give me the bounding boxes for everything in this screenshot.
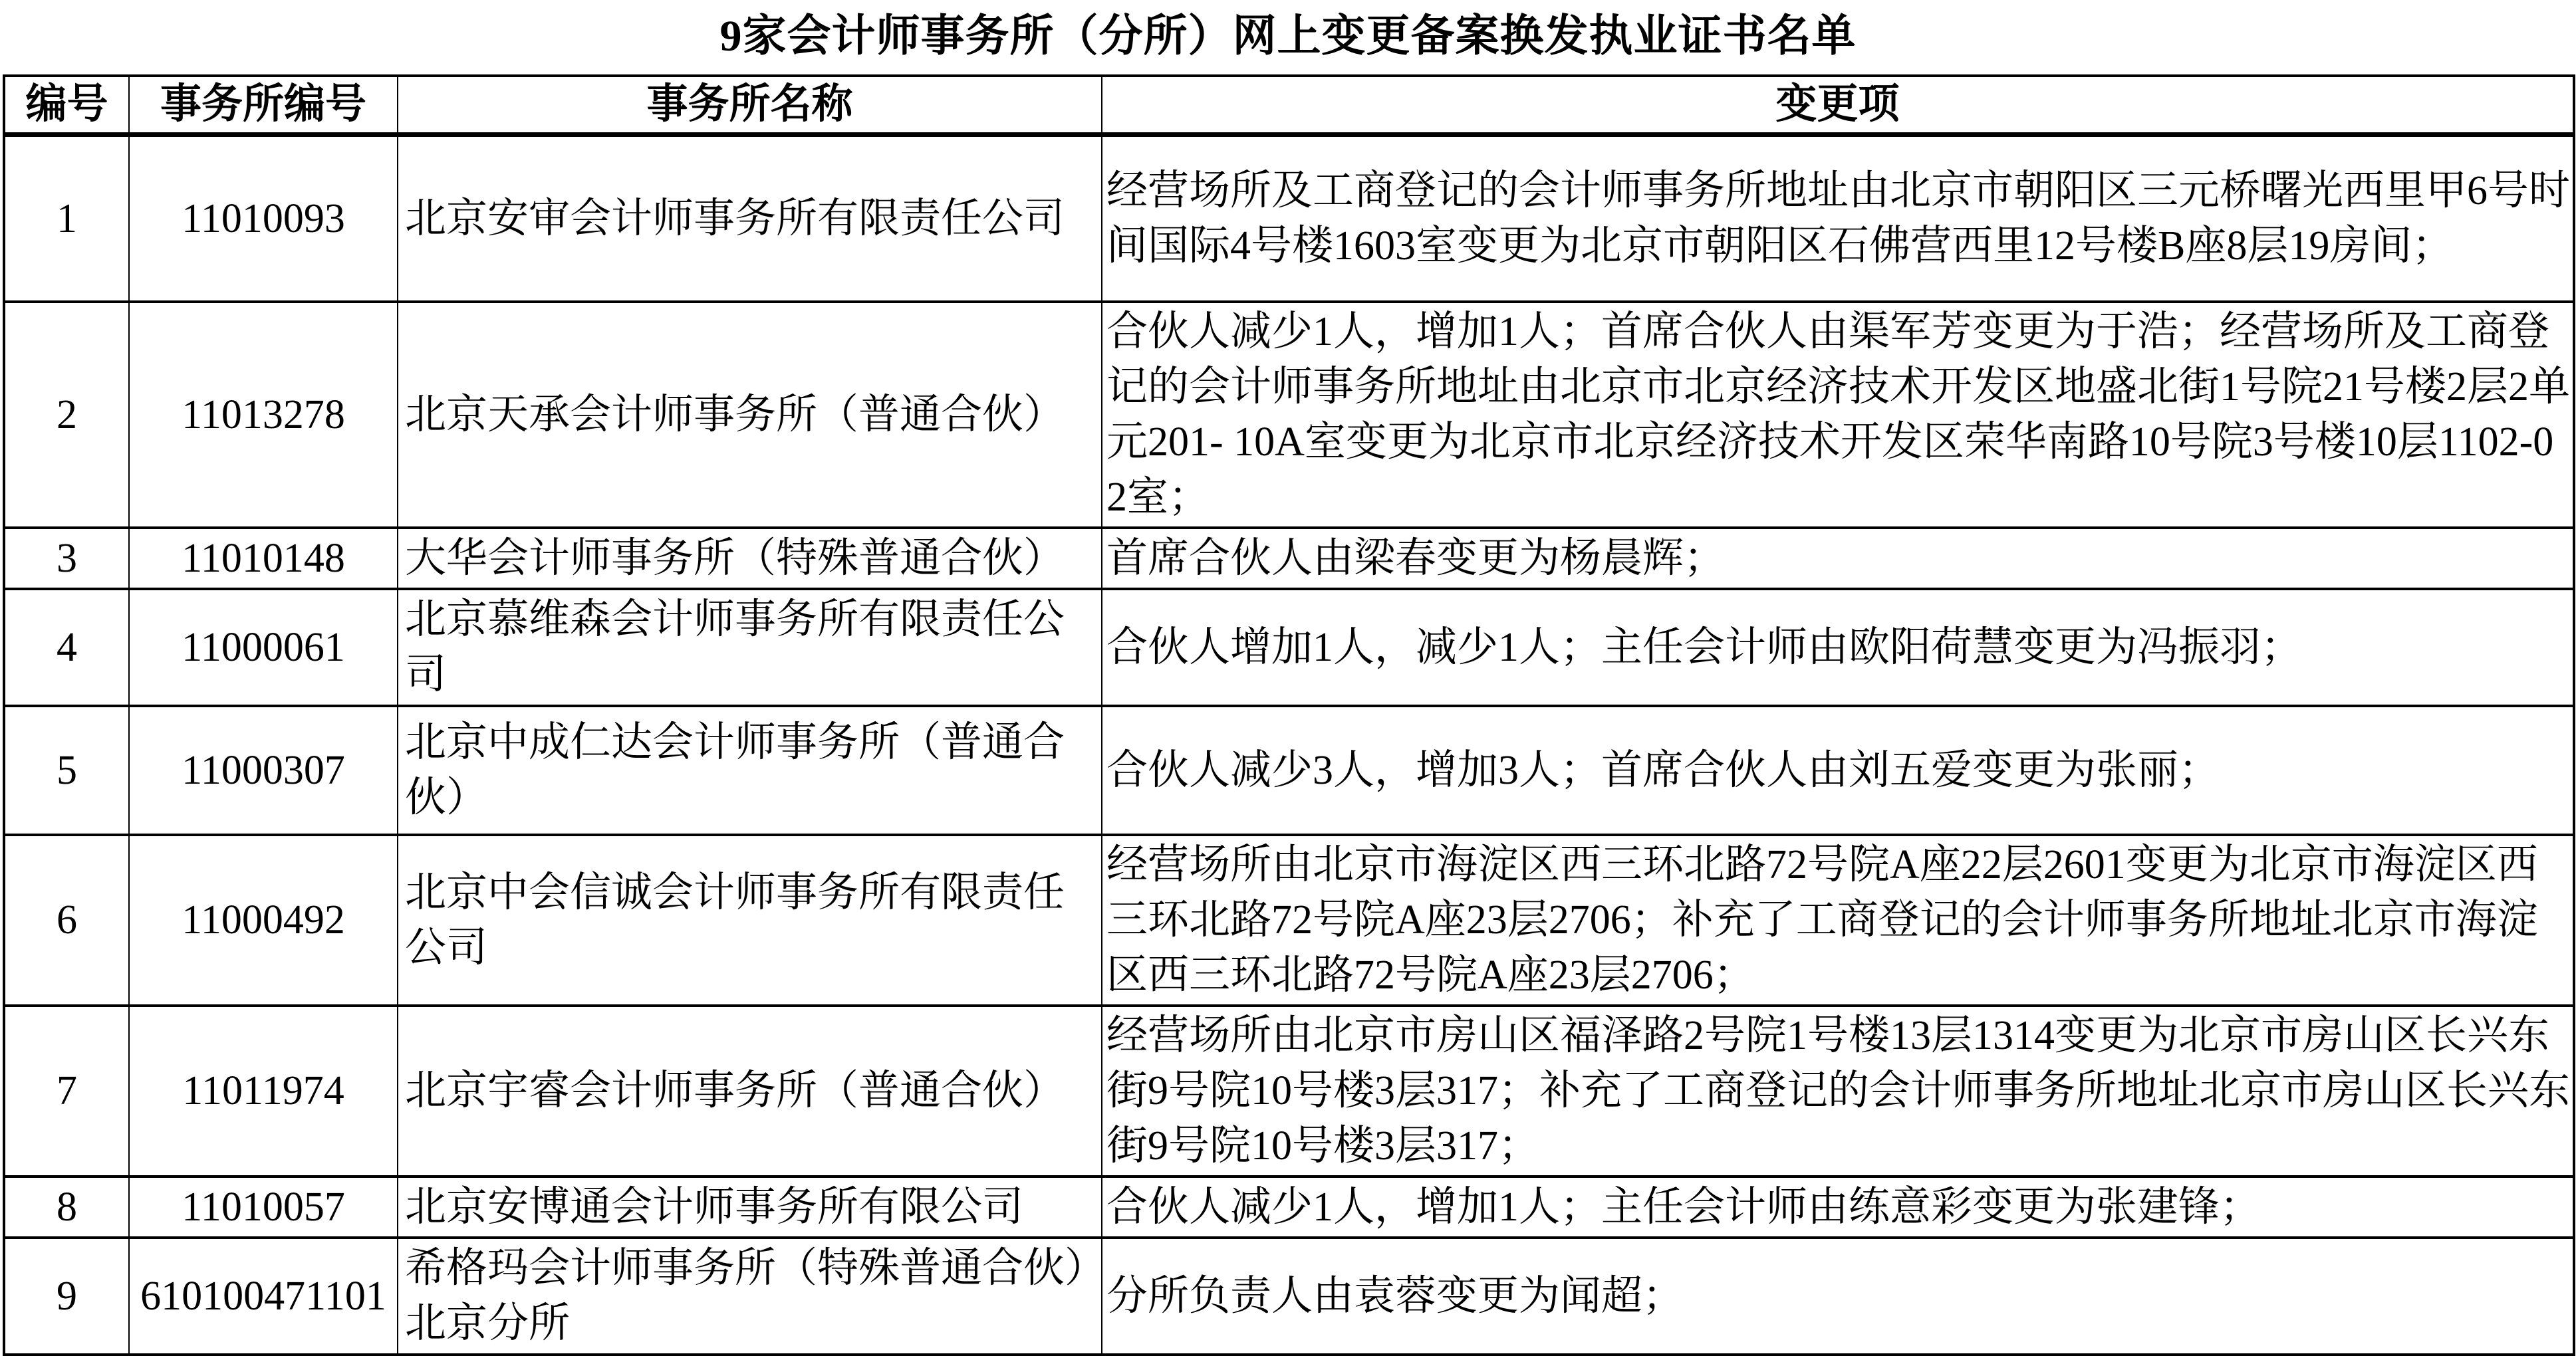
cell-code: 11000492 xyxy=(129,835,398,1006)
cell-name: 北京中成仁达会计师事务所（普通合伙） xyxy=(398,706,1102,835)
cell-name: 北京中会信诚会计师事务所有限责任公司 xyxy=(398,835,1102,1006)
cell-name: 北京宇睿会计师事务所（普通合伙） xyxy=(398,1006,1102,1177)
cell-code: 11000307 xyxy=(129,706,398,835)
col-header-changes: 变更项 xyxy=(1102,76,2574,135)
table-row xyxy=(4,302,2574,528)
cell-no: 2 xyxy=(4,302,129,528)
cell-code: 11010093 xyxy=(129,135,398,302)
cell-code: 11010057 xyxy=(129,1177,398,1238)
cell-changes: 经营场所由北京市海淀区西三环北路72号院A座22层2601变更为北京市海淀区西三环北路72号院A座23层2706；补充了工商登记的会计师事务所地址北京市海淀区西三环北路72号院A座23层2706； xyxy=(1102,835,2574,1006)
cell-changes: 合伙人减少3人，增加3人；首席合伙人由刘五爱变更为张丽； xyxy=(1102,706,2574,835)
table-row xyxy=(4,1238,2574,1355)
table-header-row xyxy=(4,76,2574,135)
page-title: 9家会计师事务所（分所）网上变更备案换发执业证书名单 xyxy=(719,12,1857,60)
cell-changes: 合伙人减少1人，增加1人；主任会计师由练意彩变更为张建锋； xyxy=(1102,1177,2574,1238)
col-header-name: 事务所名称 xyxy=(398,76,1102,135)
cell-changes: 分所负责人由袁蓉变更为闻超； xyxy=(1102,1238,2574,1355)
table-row xyxy=(4,589,2574,706)
cell-changes: 经营场所由北京市房山区福泽路2号院1号楼13层1314变更为北京市房山区长兴东街9号院10号楼3层317；补充了工商登记的会计师事务所地址北京市房山区长兴东街9号院10号楼3层317； xyxy=(1102,1006,2574,1177)
table-row xyxy=(4,706,2574,835)
cell-no: 7 xyxy=(4,1006,129,1177)
table-row xyxy=(4,1006,2574,1177)
cell-changes: 经营场所及工商登记的会计师事务所地址由北京市朝阳区三元桥曙光西里甲6号时间国际4号楼1603室变更为北京市朝阳区石佛营西里12号楼B座8层19房间； xyxy=(1102,135,2574,302)
cell-no: 9 xyxy=(4,1238,129,1355)
cell-name: 北京慕维森会计师事务所有限责任公司 xyxy=(398,589,1102,706)
cell-code: 11011974 xyxy=(129,1006,398,1177)
table-row xyxy=(4,135,2574,302)
col-header-no: 编号 xyxy=(4,76,129,135)
cell-no: 8 xyxy=(4,1177,129,1238)
cell-no: 6 xyxy=(4,835,129,1006)
cell-no: 5 xyxy=(4,706,129,835)
cell-code: 11010148 xyxy=(129,528,398,589)
cell-name: 北京安审会计师事务所有限责任公司 xyxy=(398,135,1102,302)
table-row xyxy=(4,1177,2574,1238)
cell-code: 610100471101 xyxy=(129,1238,398,1355)
cell-code: 11000061 xyxy=(129,589,398,706)
cell-no: 3 xyxy=(4,528,129,589)
cell-name: 大华会计师事务所（特殊普通合伙） xyxy=(398,528,1102,589)
col-header-code: 事务所编号 xyxy=(129,76,398,135)
cell-no: 1 xyxy=(4,135,129,302)
cell-name: 希格玛会计师事务所（特殊普通合伙）北京分所 xyxy=(398,1238,1102,1355)
cell-code: 11013278 xyxy=(129,302,398,528)
cell-name: 北京天承会计师事务所（普通合伙） xyxy=(398,302,1102,528)
cell-name: 北京安博通会计师事务所有限公司 xyxy=(398,1177,1102,1238)
cell-changes: 合伙人增加1人，减少1人；主任会计师由欧阳荷慧变更为冯振羽； xyxy=(1102,589,2574,706)
firms-table xyxy=(3,74,2575,1356)
cell-changes: 首席合伙人由梁春变更为杨晨辉； xyxy=(1102,528,2574,589)
table-row xyxy=(4,835,2574,1006)
table-row xyxy=(4,528,2574,589)
cell-changes: 合伙人减少1人，增加1人；首席合伙人由渠军芳变更为于浩；经营场所及工商登记的会计师事务所地址由北京市北京经济技术开发区地盛北街1号院21号楼2层2单元201- 10A室变更为北京市北京经济技术开发区荣华南路10号院3号楼10层1102-02室； xyxy=(1102,302,2574,528)
cell-no: 4 xyxy=(4,589,129,706)
